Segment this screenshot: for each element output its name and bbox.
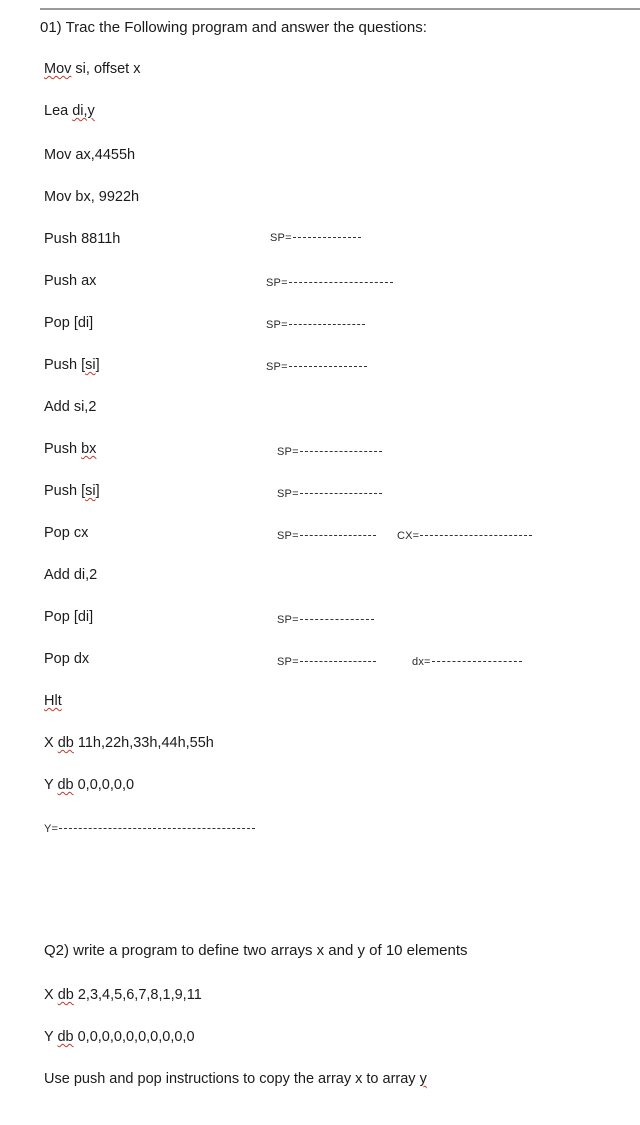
spellcheck-marked-text: Mov [44, 61, 72, 77]
program-text: Push 8811h [44, 231, 121, 247]
question-text: Y [44, 1029, 58, 1045]
spellcheck-marked-text: Hlt [44, 693, 62, 709]
sp-label: SP= [266, 319, 288, 331]
question-2-line [44, 1070, 427, 1088]
program-text: Mov bx, 9922h [44, 189, 140, 205]
program-text: Push [ [44, 357, 86, 373]
spellcheck-marked-text: db [57, 1029, 74, 1045]
question-2-title: Q2) write a program to define two arrays x and y of 10 elements [44, 942, 468, 959]
program-line [44, 776, 134, 794]
program-text: Pop dx [44, 651, 90, 667]
program-line [44, 608, 93, 626]
sp-blank [266, 360, 367, 374]
program-text: Pop [di] [44, 609, 94, 625]
program-line [44, 650, 89, 668]
program-text: Pop cx [44, 525, 89, 541]
spellcheck-marked-text: db [57, 987, 74, 1003]
program-line [44, 734, 214, 752]
program-line [44, 692, 62, 710]
program-text: Lea [44, 103, 73, 119]
sp-blank [277, 613, 374, 627]
spellcheck-marked-text: y [419, 1071, 427, 1087]
program-line [44, 102, 95, 120]
program-text: ] [95, 357, 100, 373]
program-line [44, 398, 96, 416]
spellcheck-marked-text: di,y [72, 103, 95, 119]
program-text: si, offset x [71, 61, 141, 77]
program-text: ] [95, 483, 100, 499]
program-text: Add di,2 [44, 567, 98, 583]
program-text: 11h,22h,33h,44h,55h [73, 735, 214, 751]
program-line [44, 524, 88, 542]
sp-blank [266, 276, 393, 290]
program-line [44, 146, 135, 164]
y-blank [44, 822, 255, 836]
program-line [44, 566, 97, 584]
sp-label: SP= [270, 232, 292, 244]
sp-blank [277, 529, 376, 543]
program-text: Push [ [44, 483, 86, 499]
program-text: Mov ax,4455h [44, 147, 136, 163]
sp-label: SP= [277, 488, 299, 500]
sp-label: SP= [277, 530, 299, 542]
program-text: Push [44, 441, 82, 457]
question-text: X [44, 987, 58, 1003]
dx-label: dx= [412, 656, 431, 668]
question-1-title: 01) Trac the Following program and answer the questions: [40, 19, 427, 36]
sp-blank [277, 487, 382, 501]
top-rule [40, 8, 640, 10]
dx-blank [412, 655, 522, 669]
question-text: Use push and pop instructions to copy the array x to array [44, 1071, 420, 1087]
spellcheck-marked-text: db [57, 735, 74, 751]
question-2-line [44, 986, 202, 1004]
program-text: Y [44, 777, 58, 793]
program-text: 0,0,0,0,0 [73, 777, 135, 793]
program-line [44, 60, 140, 78]
program-line [44, 356, 100, 374]
program-text: Add si,2 [44, 399, 97, 415]
spellcheck-marked-text: bx [81, 441, 97, 457]
spellcheck-marked-text: db [57, 777, 74, 793]
question-text: 0,0,0,0,0,0,0,0,0,0 [73, 1029, 195, 1045]
program-line [44, 272, 96, 290]
sp-label: SP= [277, 446, 299, 458]
question-text: 2,3,4,5,6,7,8,1,9,11 [73, 987, 202, 1003]
program-line [44, 314, 93, 332]
spellcheck-marked-text: si [85, 357, 96, 373]
program-text: Pop [di] [44, 315, 94, 331]
program-line [44, 230, 120, 248]
program-text: X [44, 735, 58, 751]
y-label: Y= [44, 823, 59, 835]
program-text: Push ax [44, 273, 97, 289]
question-2-line [44, 1028, 195, 1046]
sp-label: SP= [277, 614, 299, 626]
program-line [44, 482, 100, 500]
sp-blank [270, 231, 361, 245]
program-line [44, 188, 139, 206]
sp-blank [277, 655, 376, 669]
sp-label: SP= [277, 656, 299, 668]
spellcheck-marked-text: si [85, 483, 96, 499]
cx-label: CX= [397, 530, 420, 542]
sp-blank [277, 445, 382, 459]
sp-label: SP= [266, 361, 288, 373]
sp-label: SP= [266, 277, 288, 289]
sp-blank [266, 318, 365, 332]
program-line [44, 440, 96, 458]
cx-blank [397, 529, 532, 543]
